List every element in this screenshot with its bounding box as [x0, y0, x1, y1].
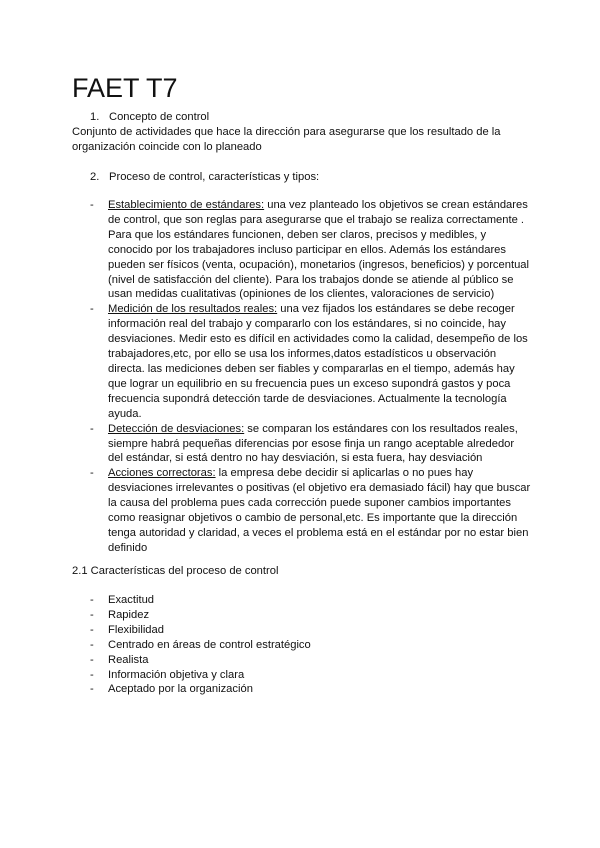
characteristic-text: Centrado en áreas de control estratégico [108, 638, 311, 651]
list-item [90, 668, 311, 683]
list-item [90, 608, 311, 623]
characteristic-text: Flexibilidad [108, 623, 164, 636]
bullet-dash: - [90, 422, 94, 435]
bullet-dash: - [90, 653, 94, 666]
section-2-number: 2. [90, 171, 100, 183]
step-text: una vez fijados los estándares se debe recoger información real del trabajo y compararlo con los estándares, si no coincide, hay desviaciones. Medir esto es difícil en actividades como la calidad, desempeño de los trabajadores,etc, por ello se usa los informes,datos estadísticos u observación directa. las mediciones deben ser fiables y compararlas en el tiempo, además hay que lograr un equilibrio en su frecuencia pues un exceso supondrá gastos y poca frecuencia supondrá detección tarde de desviaciones. Actualmente la tecnología ayuda. [108, 303, 528, 420]
list-item [90, 682, 311, 697]
bullet-dash: - [90, 638, 94, 651]
bullet-dash: - [90, 594, 94, 606]
document-title: FAET T7 [72, 73, 178, 103]
characteristic-text: Exactitud [108, 594, 155, 606]
characteristic-text: Aceptado por la organización [108, 683, 253, 696]
section-1-title: Concepto de control [109, 111, 210, 123]
step-label: Acciones correctoras: [108, 467, 216, 480]
step-label: Establecimiento de estándares: [108, 199, 265, 211]
bullet-dash: - [90, 199, 94, 211]
section-2-title: Proceso de control, características y tipos: [109, 171, 320, 183]
bullet-dash: - [90, 467, 94, 480]
section-1-number: 1. [90, 111, 100, 123]
list-item [90, 653, 311, 668]
bullet-dash: - [90, 683, 94, 696]
list-item [90, 422, 532, 467]
step-text: se comparan los estándares con los resultados reales, siempre habrá pequeñas diferencias por esose finja un rango aceptable alrededor del estándar, si está dentro no hay desviación, si esta fuera, hay desviación [108, 422, 518, 465]
list-item [90, 302, 532, 421]
list-item [90, 623, 311, 638]
characteristic-text: Realista [108, 653, 149, 666]
section-2-1-heading: 2.1 Características del proceso de control [72, 565, 279, 577]
process-steps-list [90, 198, 532, 556]
section-1-paragraph: Conjunto de actividades que hace la dirección para asegurarse que los resultado de la organización coincide con lo planeado [72, 126, 501, 153]
step-label: Medición de los resultados reales: [108, 303, 278, 316]
characteristics-list [90, 593, 311, 697]
step-label: Detección de desviaciones: [108, 422, 245, 435]
characteristic-text: Rapidez [108, 608, 150, 621]
characteristic-text: Información objetiva y clara [108, 668, 245, 681]
bullet-dash: - [90, 608, 94, 621]
list-item [90, 466, 532, 555]
bullet-dash: - [90, 668, 94, 681]
list-item [90, 198, 532, 302]
bullet-dash: - [90, 303, 94, 316]
list-item [90, 638, 311, 653]
step-text: una vez planteado los objetivos se crean estándares de control, que son reglas para asegurarse que el trabajo se realiza correctamente . Para que los estándares funcionen, deben ser claros, precisos y medibles, y conocido por los trabajadores incluso participar en ellos. Además los estándares pueden ser físicos (venta, ocupación), monetarios (ingresos, beneficios) y porcentual (nivel de satisfacción del cliente). Para los trabajos donde se atiende al público se usan medidas cualitativas (opiniones de los clientes, valoraciones de servicio) [108, 199, 529, 301]
bullet-dash: - [90, 623, 94, 636]
step-text: la empresa debe decidir si aplicarlas o no pues hay desviaciones irrelevantes o positivas (el objetivo era demasiado fácil) hay que buscar la causa del problema pues cada corrección puede suponer cambios importantes como reasignar objetivos o cambio de personal,etc. Es importante que la dirección tenga autoridad y claridad, a veces el problema está en el estándar por no estar bien definido [108, 467, 531, 554]
list-item [90, 593, 311, 608]
